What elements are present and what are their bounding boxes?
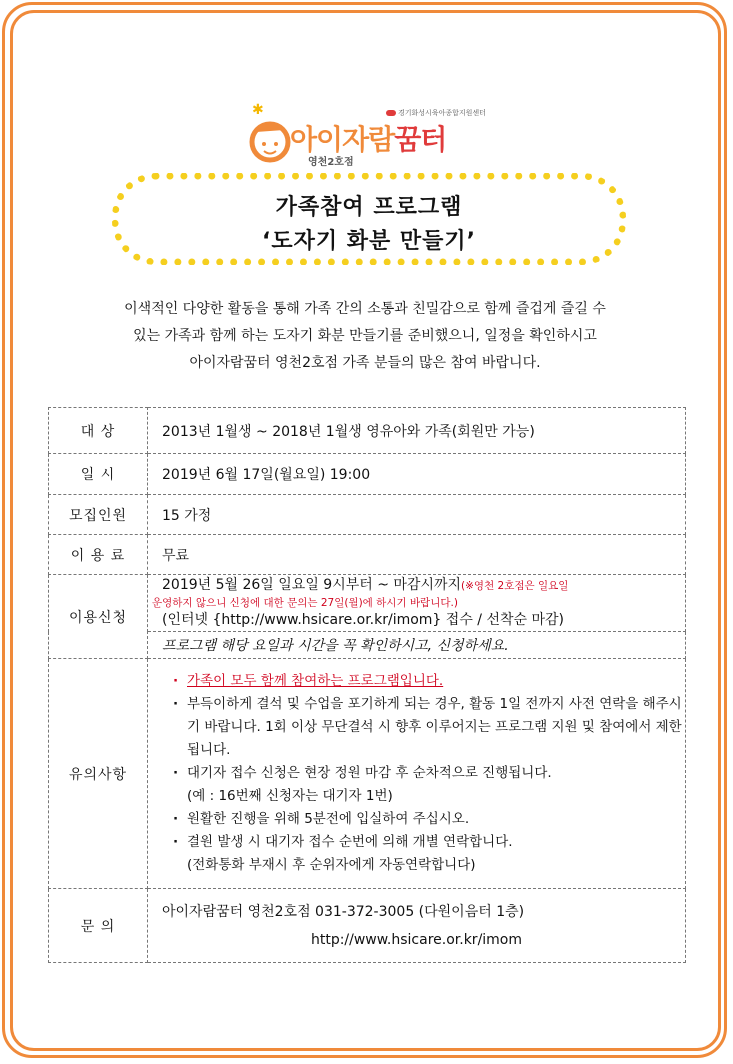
- intro-line-3: 아이자람꿈터 영천2호점 가족 분들의 많은 참여 바랍니다.: [189, 355, 541, 371]
- capacity-label: 모집인원: [49, 495, 148, 535]
- contact-url[interactable]: http://www.hsicare.or.kr/imom: [310, 931, 523, 948]
- apply-label: 이용신청: [49, 575, 148, 659]
- table-row-datetime: [49, 454, 686, 495]
- note-item: (예 : 16번째 신청자는 대기자 1번): [187, 788, 393, 804]
- intro-line-2: 있는 가족과 함께 하는 도자기 화분 만들기를 준비했으니, 일정을 확인하시고: [133, 328, 597, 344]
- note-item: (전화통화 부재시 후 순위자에게 자동연락합니다): [187, 857, 476, 873]
- table-row-notes: [49, 659, 686, 889]
- table-row-contact: [49, 889, 686, 963]
- note-item: · 결원 발생 시 대기자 접수 순번에 의해 개별 연락합니다.: [173, 831, 684, 854]
- apply-value: [148, 575, 686, 632]
- table-row-capacity: [49, 495, 686, 535]
- notes-list: [149, 660, 684, 887]
- contact-phone: 아이자람꿈터 영천2호점 031-372-3005 (다원이음터 1층): [162, 903, 525, 920]
- notes-label: 유의사항: [49, 659, 148, 889]
- target-value: 2013년 1월생 ~ 2018년 1월생 영유아와 가족(회원만 가능): [148, 408, 686, 454]
- datetime-label: 일 시: [49, 454, 148, 495]
- contact-value: [148, 889, 686, 963]
- intro-paragraph: [60, 296, 670, 377]
- intro-line-1: 이색적인 다양한 활동을 통해 가족 간의 소통과 친밀감으로 함께 즐겁게 즐길 수: [124, 301, 606, 317]
- notes-value: [148, 659, 686, 889]
- logo-face-icon: [246, 102, 292, 166]
- apply-internet: (인터넷 {http://www.hsicare.or.kr/imom} 접수 / 선착순 마감): [162, 612, 564, 628]
- capacity-value: 15 가정: [148, 495, 686, 535]
- svg-text:✱: ✱: [252, 102, 264, 118]
- fee-value: 무료: [148, 535, 686, 575]
- title-box: [112, 173, 626, 265]
- target-label: 대 상: [49, 408, 148, 454]
- note-item: · 대기자 접수 신청은 현장 정원 마감 후 순차적으로 진행됩니다.: [173, 762, 684, 785]
- table-row-apply: [49, 575, 686, 632]
- note-item: · 원활한 진행을 위해 5분전에 입실하여 주십시오.: [173, 808, 684, 831]
- datetime-value: 2019년 6월 17일(월요일) 19:00: [148, 454, 686, 495]
- apply-note-b: 운영하지 않으니 신청에 대한 문의는 27일(월)에 하시기 바랍니다.): [152, 597, 458, 609]
- logo-branch: 영천2호점: [308, 157, 354, 168]
- title-line-2: ‘도자기 화분 만들기’: [261, 229, 477, 254]
- fee-label: 이 용 료: [49, 535, 148, 575]
- logo-org-text: 경기화성시육아종합지원센터: [386, 108, 486, 118]
- apply-note-a: (※영천 2호점은 일요일: [461, 580, 569, 592]
- note-item: · 부득이하게 결석 및 수업을 포기하게 되는 경우, 활동 1일 전까지 사전 연락을 해주시기 바랍니다. 1회 이상 무단결석 시 향후 이루어지는 프로그램 지원 및 참여에서 제한됩니다.: [173, 693, 684, 762]
- logo: [246, 100, 496, 170]
- table-row-fee: [49, 535, 686, 575]
- title-line-1: 가족참여 프로그램: [275, 195, 463, 220]
- logo-wordmark: 아이자람꿈터: [290, 123, 447, 156]
- apply-period: 2019년 5월 26일 일요일 9시부터 ~ 마감시까지: [162, 577, 462, 593]
- note-item: · 가족이 모두 함께 참여하는 프로그램입니다.: [173, 670, 684, 693]
- apply-reminder: 프로그램 해당 요일과 시간을 꼭 확인하시고, 신청하세요.: [148, 632, 686, 659]
- table-row-target: [49, 408, 686, 454]
- info-table: [48, 407, 686, 963]
- contact-label: 문 의: [49, 889, 148, 963]
